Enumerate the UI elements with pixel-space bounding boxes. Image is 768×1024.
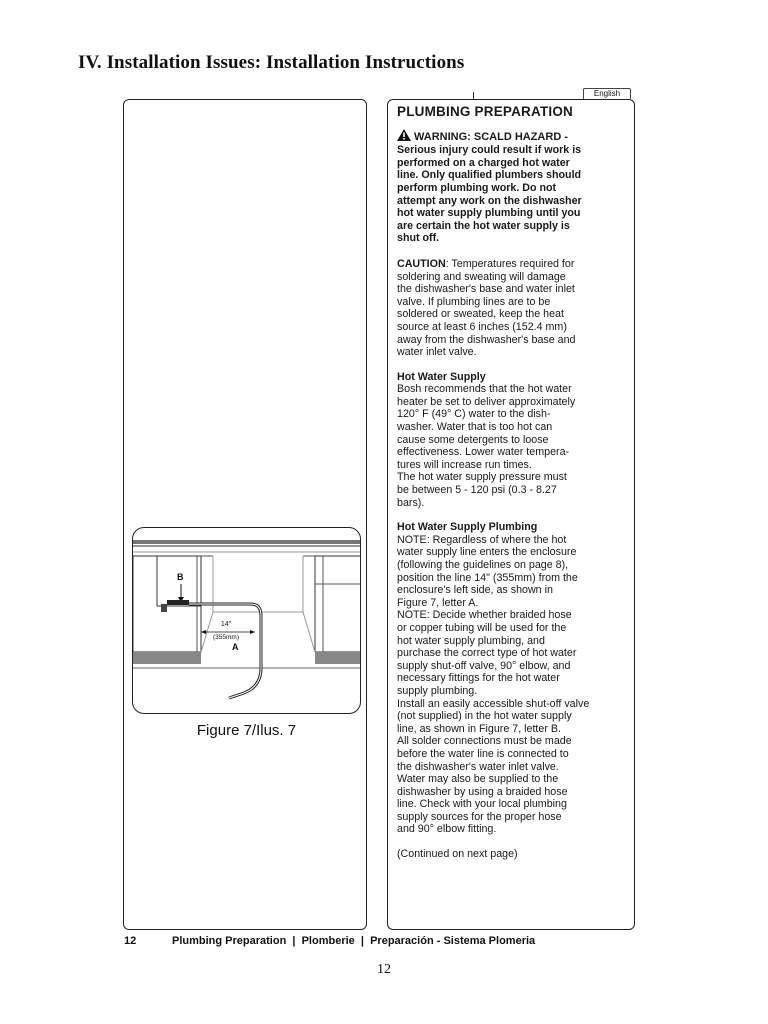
warning-block bbox=[397, 129, 627, 245]
plumbing-line: line, as shown in Figure 7, letter B. bbox=[397, 722, 561, 735]
caution-label: CAUTION bbox=[397, 257, 446, 270]
plumbing-line: Water may also be supplied to the bbox=[397, 773, 559, 786]
plumbing-line: line. Check with your local plumbing bbox=[397, 798, 567, 811]
page-footer bbox=[124, 935, 644, 947]
plumbing-line: necessary fittings for the hot water bbox=[397, 672, 560, 685]
warning-line: attempt any work on the dishwasher bbox=[397, 194, 582, 207]
warning-line: are certain the hot water supply is bbox=[397, 219, 570, 232]
plumbing-line: All solder connections must be made bbox=[397, 735, 572, 748]
caution-line: source at least 6 inches (152.4 mm) bbox=[397, 320, 567, 333]
plumbing-line: NOTE: Regardless of where the hot bbox=[397, 533, 567, 546]
plumbing-text-column bbox=[397, 106, 627, 861]
hot-water-supply-line: cause some detergents to loose bbox=[397, 433, 549, 446]
plumbing-line: Install an easily accessible shut-off valve bbox=[397, 697, 590, 710]
warning-line: Serious injury could result if work is bbox=[397, 144, 582, 157]
hot-water-supply-line: Bosh recommends that the hot water bbox=[397, 383, 572, 396]
plumbing-line: before the water line is connected to bbox=[397, 747, 569, 760]
hot-water-supply-section bbox=[397, 371, 627, 510]
page-number: 12 bbox=[377, 962, 391, 977]
dimension-mm: (355mm) bbox=[212, 634, 240, 641]
hot-water-supply-line: washer. Water that is too hot can bbox=[397, 421, 553, 434]
caution-line: valve. If plumbing lines are to be bbox=[397, 295, 551, 308]
left-panel bbox=[123, 99, 367, 930]
plumbing-line: dishwasher by using a braided hose bbox=[397, 785, 568, 798]
plumbing-line: supply shut-off valve, 90° elbow, and bbox=[397, 659, 571, 672]
warning-line: shut off. bbox=[397, 232, 440, 245]
warning-line: line. Only qualified plumbers should bbox=[397, 169, 582, 182]
plumbing-line: (not supplied) in the hot water supply bbox=[397, 710, 572, 723]
plumbing-line: position the line 14" (355mm) from the bbox=[397, 571, 578, 584]
continued-note: (Continued on next page) bbox=[397, 848, 518, 861]
footer-page-number: 12 bbox=[124, 935, 137, 947]
warning-line: perform plumbing work. Do not bbox=[397, 181, 557, 194]
plumbing-line: and 90° elbow fitting. bbox=[397, 823, 497, 836]
plumbing-line: or copper tubing will be used for the bbox=[397, 621, 567, 634]
warning-line: performed on a charged hot water bbox=[397, 156, 570, 169]
caution-line: the dishwasher's base and water inlet bbox=[397, 283, 575, 296]
page-heading: IV. Installation Issues: Installation Instructions bbox=[78, 52, 465, 73]
figure-label-b: B bbox=[177, 572, 184, 582]
plumbing-line: supply sources for the proper hose bbox=[397, 810, 562, 823]
dishwasher-enclosure-diagram bbox=[133, 528, 361, 714]
caution-line: water inlet valve. bbox=[397, 346, 477, 359]
hot-water-supply-plumbing-heading: Hot Water Supply Plumbing bbox=[397, 521, 538, 534]
dimension-inches: 14" bbox=[220, 621, 232, 628]
caution-line: : Temperatures required for bbox=[445, 257, 575, 270]
figure-label-a: A bbox=[232, 642, 239, 652]
plumbing-line: Figure 7, letter A. bbox=[397, 596, 479, 609]
caution-block bbox=[397, 258, 627, 359]
caution-line: soldered or sweated, keep the heat bbox=[397, 308, 564, 321]
warning-title: WARNING: SCALD HAZARD - bbox=[414, 130, 568, 143]
hot-water-supply-line: tures will increase run times. bbox=[397, 458, 532, 471]
hot-water-supply-line: effectiveness. Lower water tempera- bbox=[397, 446, 570, 459]
divider-tick bbox=[473, 92, 474, 99]
warning-line: hot water supply plumbing until you bbox=[397, 207, 581, 220]
plumbing-line: enclosure's left side, as shown in bbox=[397, 584, 553, 597]
plumbing-line: the dishwasher's water inlet valve. bbox=[397, 760, 559, 773]
caution-line: away from the dishwasher's base and bbox=[397, 333, 576, 346]
footer-text: Plumbing Preparation | Plomberie | Preparación - Sistema Plomeria bbox=[172, 935, 536, 947]
hot-water-supply-line: 120° F (49° C) water to the dish- bbox=[397, 408, 551, 421]
warning-triangle-icon bbox=[397, 129, 411, 145]
hot-water-supply-plumbing-section bbox=[397, 521, 627, 836]
plumbing-line: supply plumbing. bbox=[397, 684, 478, 697]
section-title: PLUMBING PREPARATION bbox=[397, 104, 573, 119]
language-tab: English bbox=[583, 88, 631, 99]
plumbing-line: NOTE: Decide whether braided hose bbox=[397, 609, 572, 622]
plumbing-line: water supply line enters the enclosure bbox=[397, 546, 577, 559]
plumbing-line: purchase the correct type of hot water bbox=[397, 647, 577, 660]
plumbing-line: hot water supply plumbing, and bbox=[397, 634, 545, 647]
caution-line: soldering and sweating will damage bbox=[397, 270, 566, 283]
hot-water-supply-line: be between 5 - 120 psi (0.3 - 8.27 bbox=[397, 484, 557, 497]
hot-water-supply-line: The hot water supply pressure must bbox=[397, 471, 567, 484]
hot-water-supply-line: heater be set to deliver approximately bbox=[397, 395, 576, 408]
hot-water-supply-line: bars). bbox=[397, 496, 425, 509]
figure-caption: Figure 7/Ilus. 7 bbox=[196, 722, 297, 739]
hot-water-supply-heading: Hot Water Supply bbox=[397, 370, 486, 383]
plumbing-line: (following the guidelines on page 8), bbox=[397, 559, 569, 571]
figure-7-illustration bbox=[132, 527, 361, 714]
